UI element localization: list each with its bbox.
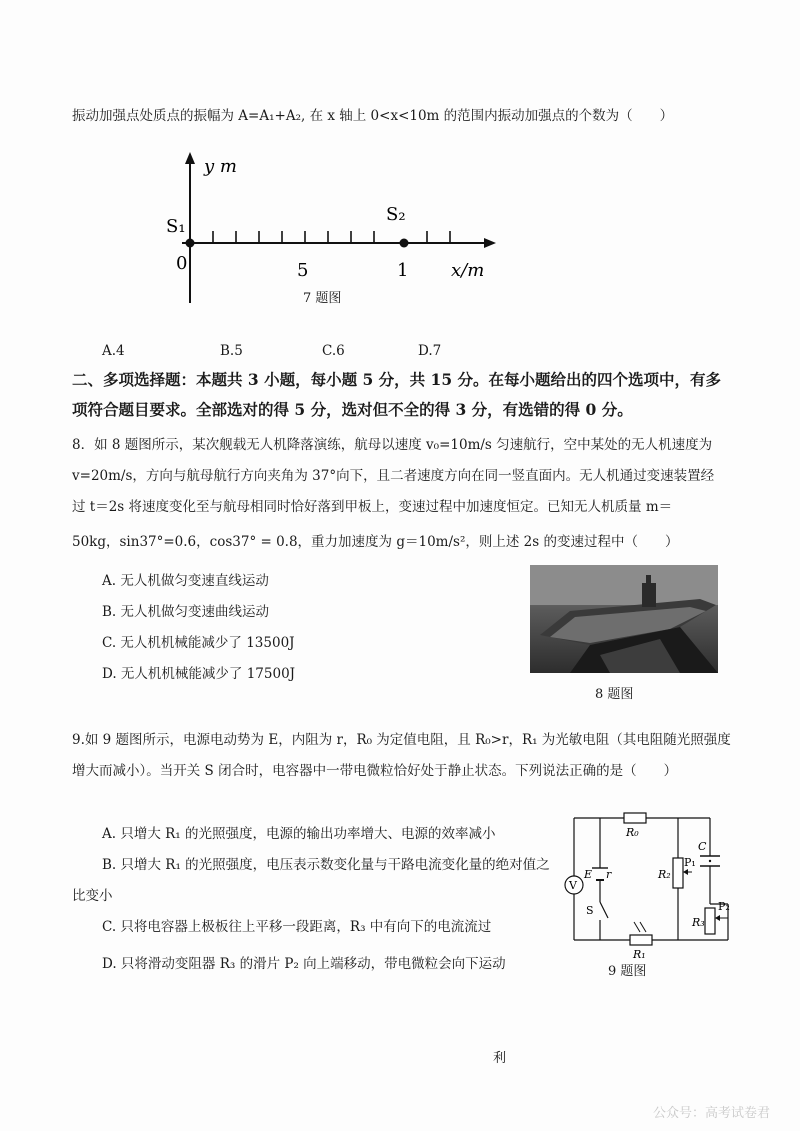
x-axis-ticks: [213, 231, 450, 243]
aircraft-carrier-photo: [530, 565, 718, 673]
q8-caption: 8 题图: [595, 687, 634, 702]
q8-option-b: B. 无人机做匀变速曲线运动: [102, 604, 270, 620]
r3-label: R₃: [692, 916, 705, 929]
q9-stem-line1: 9.如 9 题图所示，电源电动势为 E，内阻为 r，R₀ 为定值电阻，且 R₀>r，R₁ 为光敏电阻（其电阻随光照强度: [72, 732, 731, 748]
q8-stem-line3: 过 t＝2s 将速度变化至与航母相同时恰好落到甲板上，变速过程中加速度恒定。已知无人机质量 m＝: [72, 499, 673, 515]
q9-option-b: B. 只增大 R₁ 的光照强度，电压表示数变化量与干路电流变化量的绝对值之: [102, 857, 550, 873]
section2-line2: 项符合题目要求。全部选对的得 5 分，选对但不全的得 3 分，有选错的得 0 分。: [72, 400, 633, 419]
page-footer-char: 利: [493, 1051, 507, 1066]
s2-point: [400, 239, 409, 248]
q9-option-a: A. 只增大 R₁ 的光照强度，电源的输出功率增大、电源的效率减小: [102, 826, 496, 842]
q7-option-d: D.7: [418, 343, 442, 359]
q7-caption: 7 题图: [303, 291, 342, 306]
x-axis-arrow: [484, 238, 496, 248]
p1-label: P₁: [684, 856, 696, 869]
r0-label: R₀: [626, 826, 639, 839]
q8-option-a: A. 无人机做匀变速直线运动: [102, 573, 269, 589]
tick10-label: 1: [397, 260, 409, 281]
q8-option-d: D. 无人机机械能减少了 17500J: [102, 666, 296, 682]
q9-caption: 9 题图: [608, 964, 647, 979]
s2-label: S₂: [386, 204, 406, 225]
watermark: 公众号：高考试卷君: [652, 1106, 770, 1121]
q7-stem: 振动加强点处质点的振幅为 A=A₁+A₂, 在 x 轴上 0<x<10m 的范围内振动加强点的个数为（ ）: [72, 108, 674, 124]
x-axis-label: x/m: [451, 260, 485, 281]
q9-circuit: [560, 806, 760, 964]
switch-label: S: [586, 904, 594, 917]
internal-resistance-label: r: [606, 868, 612, 881]
emf-label: E: [584, 868, 593, 881]
r1-resistor: [630, 935, 652, 945]
s1-label: S₁: [166, 216, 186, 237]
y-axis-label: y m: [204, 156, 237, 177]
q8-option-c: C. 无人机机械能减少了 13500J: [102, 635, 295, 651]
q9-option-c: C. 只将电容器上极板往上平移一段距离，R₃ 中有向下的电流流过: [102, 919, 492, 935]
r0-resistor: [624, 813, 646, 823]
q9-stem-line2: 增大而减小）。当开关 S 闭合时，电容器中一带电微粒恰好处于静止状态。下列说法正确的是（ ）: [72, 763, 678, 779]
q7-option-b: B.5: [220, 343, 243, 359]
r1-label: R₁: [633, 948, 646, 961]
q8-stem-line2: v=20m/s，方向与航母航行方向夹角为 37°向下，且二者速度方向在同一竖直面内。无人机通过变速装置经: [72, 468, 715, 484]
q7-figure: [160, 148, 510, 308]
r3-resistor: [705, 908, 715, 934]
p2-label: P₂: [718, 900, 730, 913]
capacitor-label: C: [698, 840, 707, 853]
origin-label: 0: [176, 253, 188, 274]
q7-option-c: C.6: [322, 343, 345, 359]
voltmeter-label: V: [569, 879, 577, 892]
q8-stem-line4: 50kg，sin37°=0.6，cos37° = 0.8，重力加速度为 g＝10m/s²，则上述 2s 的变速过程中（ ）: [72, 534, 679, 550]
q7-option-a: A.4: [102, 343, 125, 359]
q9-option-b-cont: 比变小: [72, 888, 113, 904]
y-axis-arrow: [185, 152, 195, 164]
tick5-label: 5: [297, 260, 309, 281]
q9-option-d: D. 只将滑动变阻器 R₃ 的滑片 P₂ 向上端移动，带电微粒会向下运动: [102, 956, 506, 972]
r2-resistor: [673, 858, 683, 888]
q8-stem-line1: 8．如 8 题图所示，某次舰载无人机降落演练，航母以速度 v₀=10m/s 匀速航行，空中某处的无人机速度为: [72, 437, 713, 453]
r2-label: R₂: [658, 868, 671, 881]
s1-point: [186, 239, 195, 248]
section2-line1: 二、多项选择题：本题共 3 小题，每小题 5 分，共 15 分。在每小题给出的四个选项中，有多: [72, 370, 722, 389]
